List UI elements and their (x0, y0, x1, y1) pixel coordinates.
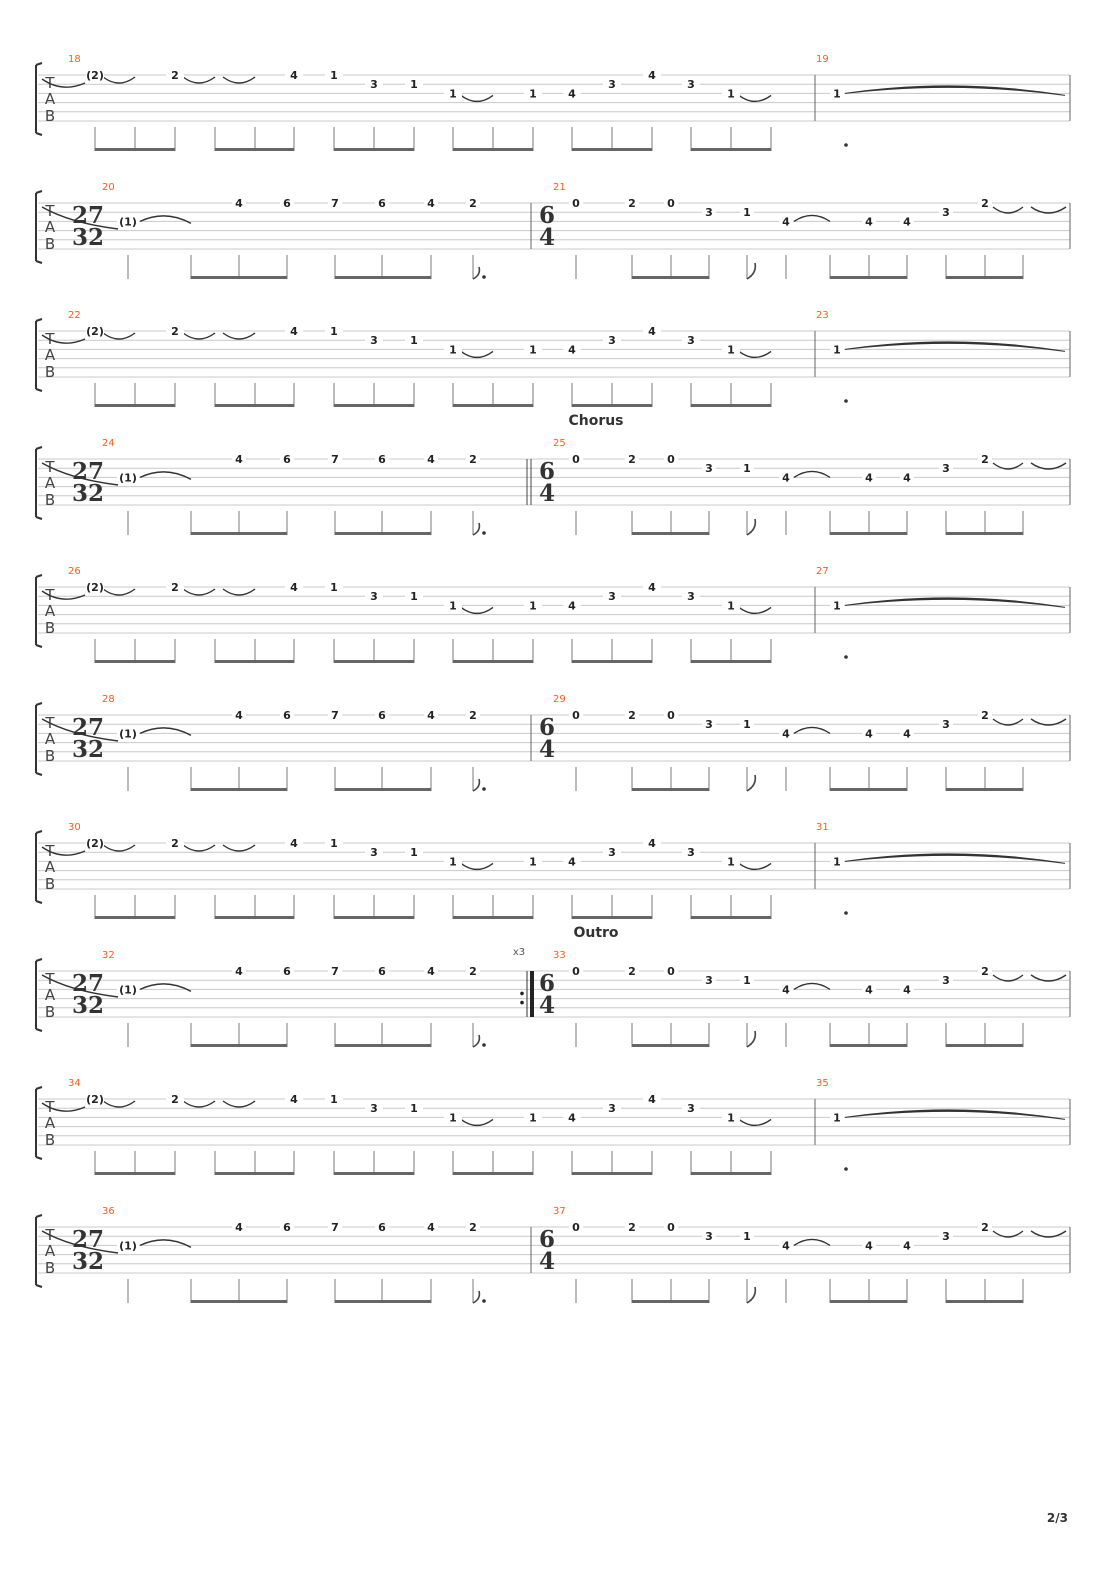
fret-number: 4 (865, 727, 873, 741)
fret-number: 1 (529, 855, 537, 869)
fret-number: 3 (705, 718, 713, 732)
fret-number: 3 (942, 974, 950, 988)
fret-number: 6 (378, 453, 386, 466)
fret-number: 4 (903, 215, 911, 229)
fret-number: 1 (330, 837, 338, 850)
tab-letter-t: T (45, 458, 55, 476)
fret-number: 1 (743, 974, 751, 988)
fret-number: 4 (290, 325, 298, 338)
fret-number: 2 (171, 1093, 179, 1106)
fret-number: 1 (330, 69, 338, 82)
measure-number: 19 (816, 54, 829, 65)
fret-number: 7 (331, 709, 339, 722)
measure-number: 37 (553, 1206, 566, 1217)
time-signature-top: 27 (71, 970, 105, 997)
fret-number: 0 (572, 709, 580, 722)
fret-number: 3 (705, 206, 713, 220)
fret-number: 2 (981, 965, 989, 978)
fret-number: 7 (331, 197, 339, 210)
fret-number: 4 (290, 1093, 298, 1106)
tab-letter-a: A (44, 474, 56, 492)
fret-number: 2 (628, 197, 636, 210)
fret-number: 7 (331, 453, 339, 466)
fret-number: 6 (283, 197, 291, 210)
fret-number: 3 (608, 846, 616, 860)
tab-letter-t: T (45, 1226, 55, 1244)
measure-number: 18 (68, 54, 81, 65)
fret-number: 1 (727, 87, 735, 101)
tab-letter-a: A (44, 986, 56, 1004)
fret-number: 2 (171, 837, 179, 850)
tab-letter-t: T (45, 330, 55, 348)
fret-number: 1 (449, 343, 457, 357)
fret-number: 3 (370, 590, 378, 604)
fret-number: 4 (235, 965, 243, 978)
fret-number: 3 (687, 334, 695, 348)
tab-letter-b: B (44, 1259, 56, 1277)
fret-number: 4 (290, 837, 298, 850)
fret-number: 3 (608, 1102, 616, 1116)
fret-number: 1 (743, 718, 751, 732)
measure-number: 26 (68, 566, 81, 577)
fret-number: 4 (235, 197, 243, 210)
fret-number: 3 (705, 974, 713, 988)
fret-number: (2) (86, 837, 104, 850)
fret-number: 1 (529, 599, 537, 613)
fret-number: 3 (687, 590, 695, 604)
fret-number: 1 (833, 855, 841, 869)
time-signature-bottom: 4 (538, 480, 556, 507)
fret-number: 4 (568, 343, 576, 357)
fret-number: 1 (449, 1111, 457, 1125)
fret-number: (1) (119, 471, 137, 485)
tab-letter-a: A (44, 602, 56, 620)
measure-number: 33 (553, 950, 566, 961)
fret-number: 4 (782, 727, 790, 741)
fret-number: 3 (705, 1230, 713, 1244)
fret-number: (2) (86, 325, 104, 338)
measure-number: 24 (102, 438, 115, 449)
fret-number: 3 (370, 1102, 378, 1116)
page-number: 2/3 (1046, 1511, 1068, 1525)
time-signature-top: 27 (71, 1226, 105, 1253)
fret-number: 4 (568, 599, 576, 613)
fret-number: 2 (628, 1221, 636, 1234)
fret-number: 4 (427, 709, 435, 722)
fret-number: 3 (942, 462, 950, 476)
fret-number: 0 (667, 197, 675, 210)
fret-number: 1 (330, 325, 338, 338)
fret-number: 7 (331, 965, 339, 978)
tab-letter-t: T (45, 74, 55, 92)
fret-number: 6 (378, 709, 386, 722)
fret-number: 1 (727, 1111, 735, 1125)
time-signature-top: 6 (538, 202, 556, 229)
time-signature-bottom: 32 (71, 736, 105, 763)
tab-letter-b: B (44, 363, 56, 381)
tab-letter-t: T (45, 842, 55, 860)
fret-number: 2 (981, 1221, 989, 1234)
fret-number: 6 (283, 1221, 291, 1234)
fret-number: 1 (727, 599, 735, 613)
fret-number: 1 (410, 334, 418, 348)
tab-letter-b: B (44, 235, 56, 253)
fret-number: 4 (648, 69, 656, 82)
time-signature-bottom: 32 (71, 480, 105, 507)
fret-number: 1 (529, 87, 537, 101)
time-signature-top: 6 (538, 714, 556, 741)
fret-number: 7 (331, 1221, 339, 1234)
fret-number: (1) (119, 983, 137, 997)
tab-letter-t: T (45, 1098, 55, 1116)
fret-number: 4 (903, 727, 911, 741)
fret-number: 2 (469, 709, 477, 722)
fret-number: 4 (427, 965, 435, 978)
fret-number: 2 (628, 453, 636, 466)
fret-number: 1 (529, 343, 537, 357)
section-label: Chorus (568, 413, 624, 429)
time-signature-top: 6 (538, 458, 556, 485)
fret-number: (1) (119, 727, 137, 741)
fret-number: 2 (469, 965, 477, 978)
fret-number: 6 (283, 453, 291, 466)
tab-letter-a: A (44, 346, 56, 364)
fret-number: 3 (370, 846, 378, 860)
time-signature-bottom: 4 (538, 736, 556, 763)
fret-number: 3 (705, 462, 713, 476)
fret-number: 1 (410, 590, 418, 604)
fret-number: 2 (981, 453, 989, 466)
fret-number: 4 (290, 69, 298, 82)
tab-letter-a: A (44, 218, 56, 236)
fret-number: 4 (865, 215, 873, 229)
time-signature-top: 6 (538, 1226, 556, 1253)
fret-number: 4 (568, 855, 576, 869)
measure-number: 29 (553, 694, 566, 705)
fret-number: 4 (782, 471, 790, 485)
time-signature-bottom: 4 (538, 1248, 556, 1275)
fret-number: 1 (743, 206, 751, 220)
measure-number: 25 (553, 438, 566, 449)
fret-number: 0 (572, 197, 580, 210)
tab-letter-b: B (44, 1003, 56, 1021)
fret-number: 4 (648, 581, 656, 594)
fret-number: 1 (330, 1093, 338, 1106)
fret-number: 1 (449, 855, 457, 869)
tab-letter-b: B (44, 107, 56, 125)
tab-letter-a: A (44, 730, 56, 748)
fret-number: 6 (283, 965, 291, 978)
fret-number: 1 (529, 1111, 537, 1125)
fret-number: 4 (427, 453, 435, 466)
tab-letter-t: T (45, 202, 55, 220)
fret-number: 4 (865, 1239, 873, 1253)
fret-number: 6 (378, 197, 386, 210)
fret-number: 4 (903, 983, 911, 997)
time-signature-bottom: 32 (71, 1248, 105, 1275)
fret-number: 3 (370, 78, 378, 92)
fret-number: 4 (903, 471, 911, 485)
repeat-count: x3 (512, 947, 526, 958)
time-signature-top: 27 (71, 458, 105, 485)
fret-number: 4 (903, 1239, 911, 1253)
tab-letter-t: T (45, 714, 55, 732)
fret-number: 2 (981, 709, 989, 722)
fret-number: 4 (235, 453, 243, 466)
tab-letter-b: B (44, 1131, 56, 1149)
time-signature-top: 27 (71, 202, 105, 229)
fret-number: 3 (942, 1230, 950, 1244)
fret-number: 3 (608, 334, 616, 348)
fret-number: 1 (449, 87, 457, 101)
fret-number: 4 (568, 1111, 576, 1125)
fret-number: 4 (568, 87, 576, 101)
fret-number: 1 (833, 1111, 841, 1125)
tab-letter-b: B (44, 619, 56, 637)
fret-number: 3 (687, 1102, 695, 1116)
tab-letter-a: A (44, 858, 56, 876)
fret-number: 3 (370, 334, 378, 348)
time-signature-bottom: 32 (71, 224, 105, 251)
fret-number: 1 (833, 599, 841, 613)
fret-number: (2) (86, 69, 104, 82)
time-signature-bottom: 4 (538, 224, 556, 251)
fret-number: 3 (687, 78, 695, 92)
time-signature-top: 27 (71, 714, 105, 741)
fret-number: 2 (469, 1221, 477, 1234)
section-label: Outro (573, 925, 619, 941)
fret-number: 1 (727, 855, 735, 869)
measure-number: 27 (816, 566, 829, 577)
tab-letter-a: A (44, 1242, 56, 1260)
fret-number: 3 (942, 206, 950, 220)
fret-number: 1 (330, 581, 338, 594)
measure-number: 36 (102, 1206, 115, 1217)
tab-letter-a: A (44, 90, 56, 108)
fret-number: 4 (865, 471, 873, 485)
fret-number: 0 (572, 965, 580, 978)
tab-letter-t: T (45, 970, 55, 988)
fret-number: 4 (782, 1239, 790, 1253)
time-signature-bottom: 32 (71, 992, 105, 1019)
measure-number: 21 (553, 182, 566, 193)
measure-number: 30 (68, 822, 81, 833)
fret-number: 4 (235, 1221, 243, 1234)
fret-number: 1 (743, 1230, 751, 1244)
measure-number: 20 (102, 182, 115, 193)
fret-number: 2 (171, 325, 179, 338)
fret-number: 2 (171, 69, 179, 82)
fret-number: 1 (410, 1102, 418, 1116)
fret-number: 3 (687, 846, 695, 860)
fret-number: 0 (572, 1221, 580, 1234)
fret-number: 4 (290, 581, 298, 594)
fret-number: 4 (782, 983, 790, 997)
fret-number: 4 (865, 983, 873, 997)
fret-number: 3 (608, 78, 616, 92)
fret-number: 4 (235, 709, 243, 722)
fret-number: 6 (378, 965, 386, 978)
measure-number: 34 (68, 1078, 81, 1089)
tab-letter-t: T (45, 586, 55, 604)
fret-number: 2 (171, 581, 179, 594)
fret-number: 0 (667, 709, 675, 722)
fret-number: 1 (410, 78, 418, 92)
fret-number: 2 (981, 197, 989, 210)
measure-number: 32 (102, 950, 115, 961)
fret-number: 1 (449, 599, 457, 613)
fret-number: 4 (427, 1221, 435, 1234)
fret-number: 4 (427, 197, 435, 210)
tab-letter-b: B (44, 875, 56, 893)
measure-number: 22 (68, 310, 81, 321)
fret-number: 2 (469, 197, 477, 210)
fret-number: 1 (743, 462, 751, 476)
fret-number: (2) (86, 581, 104, 594)
fret-number: 4 (648, 1093, 656, 1106)
fret-number: 6 (283, 709, 291, 722)
fret-number: 0 (572, 453, 580, 466)
time-signature-top: 6 (538, 970, 556, 997)
fret-number: 4 (648, 325, 656, 338)
fret-number: 3 (942, 718, 950, 732)
fret-number: 6 (378, 1221, 386, 1234)
fret-number: 1 (833, 343, 841, 357)
tab-letter-b: B (44, 747, 56, 765)
fret-number: 0 (667, 965, 675, 978)
fret-number: (1) (119, 215, 137, 229)
fret-number: 2 (469, 453, 477, 466)
measure-number: 31 (816, 822, 829, 833)
fret-number: 0 (667, 453, 675, 466)
fret-number: (1) (119, 1239, 137, 1253)
time-signature-bottom: 4 (538, 992, 556, 1019)
fret-number: 1 (833, 87, 841, 101)
fret-number: 1 (727, 343, 735, 357)
measure-number: 28 (102, 694, 115, 705)
measure-number: 23 (816, 310, 829, 321)
fret-number: 1 (410, 846, 418, 860)
fret-number: 4 (782, 215, 790, 229)
fret-number: 2 (628, 965, 636, 978)
tab-letter-a: A (44, 1114, 56, 1132)
fret-number: 0 (667, 1221, 675, 1234)
fret-number: 4 (648, 837, 656, 850)
measure-number: 35 (816, 1078, 829, 1089)
fret-number: 2 (628, 709, 636, 722)
tab-letter-b: B (44, 491, 56, 509)
fret-number: (2) (86, 1093, 104, 1106)
fret-number: 3 (608, 590, 616, 604)
